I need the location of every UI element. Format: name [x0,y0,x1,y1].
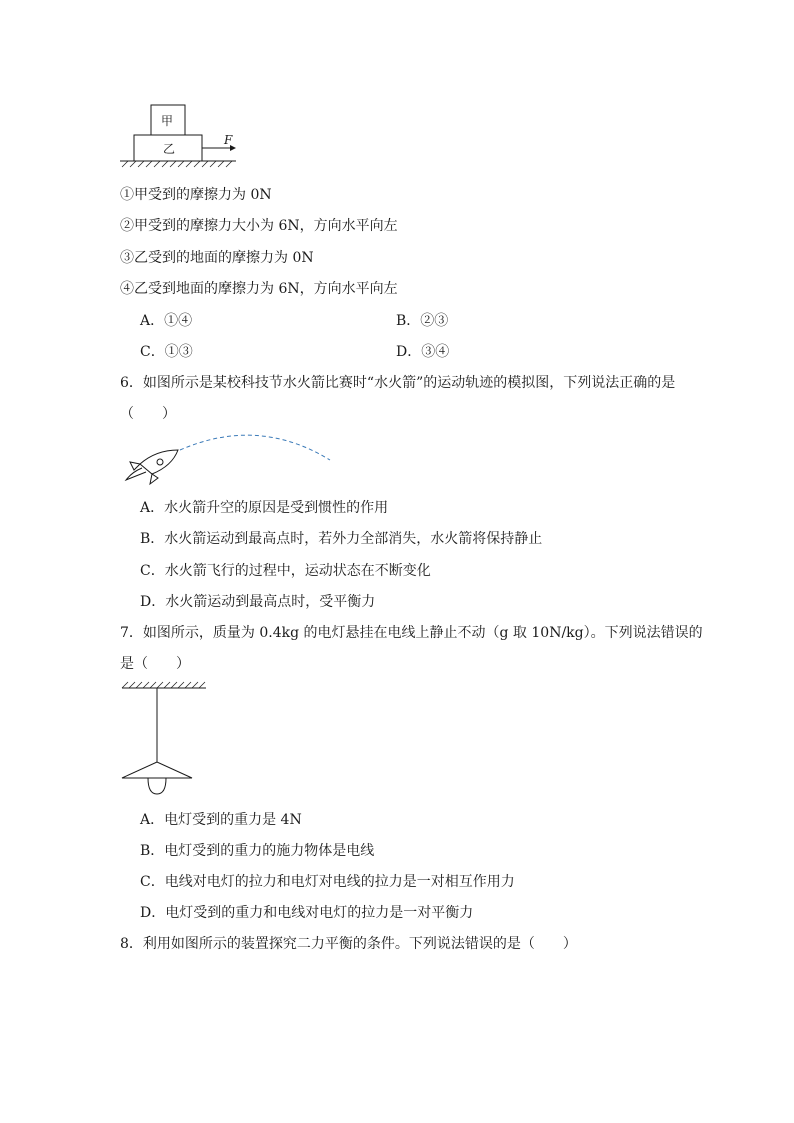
light-bulb-icon [148,778,166,794]
ceiling-hatch [122,682,205,688]
q7-stem-line2: 是（ ） [120,656,190,672]
q5-option-a: A．①④ [140,313,193,329]
lamp-shade [122,762,192,778]
q6-option-a: A．水火箭升空的原因是受到惯性的作用 [140,500,389,516]
ground-hatch [122,161,232,167]
q6-option-b: B．水火箭运动到最高点时，若外力全部消失，水火箭将保持静止 [140,531,543,547]
trajectory-path [180,435,330,460]
rocket-icon [126,450,178,484]
water-rocket-figure [118,428,338,488]
q7-stem-line1: 7．如图所示，质量为 0.4kg 的电灯悬挂在电线上静止不动（g 取 10N/kg）。下列说法错误的 [120,625,703,641]
q7-option-d: D．电灯受到的重力和电线对电灯的拉力是一对平衡力 [140,905,474,921]
blocks-figure [118,100,248,172]
force-label: F [224,133,233,147]
q5-option-d: D．③④ [396,344,450,360]
q5-statement-2: ②甲受到的摩擦力大小为 6N，方向水平向左 [120,218,398,234]
q7-option-a: A．电灯受到的重力是 4N [140,812,302,828]
q5-option-b: B．②③ [396,313,449,329]
block-jia-label: 甲 [161,114,174,128]
q7-option-c: C．电线对电灯的拉力和电灯对电线的拉力是一对相互作用力 [140,874,515,890]
q6-stem-line1: 6．如图所示是某校科技节水火箭比赛时“水火箭”的运动轨迹的模拟图，下列说法正确的是 [120,375,676,391]
lamp-figure [118,680,218,800]
q5-statement-4: ④乙受到地面的摩擦力为 6N，方向水平向左 [120,281,398,297]
q8-stem-line1: 8．利用如图所示的装置探究二力平衡的条件。下列说法错误的是（ ） [120,936,577,952]
q7-option-b: B．电灯受到的重力的施力物体是电线 [140,843,375,859]
q6-option-c: C．水火箭飞行的过程中，运动状态在不断变化 [140,563,431,579]
q6-option-d: D．水火箭运动到最高点时，受平衡力 [140,594,376,610]
q6-stem-line2: （ ） [120,406,176,422]
q5-option-c: C．①③ [140,344,193,360]
q5-statement-1: ①甲受到的摩擦力为 0N [120,187,272,203]
block-yi-label: 乙 [163,142,176,156]
q5-statement-3: ③乙受到的地面的摩擦力为 0N [120,250,314,266]
